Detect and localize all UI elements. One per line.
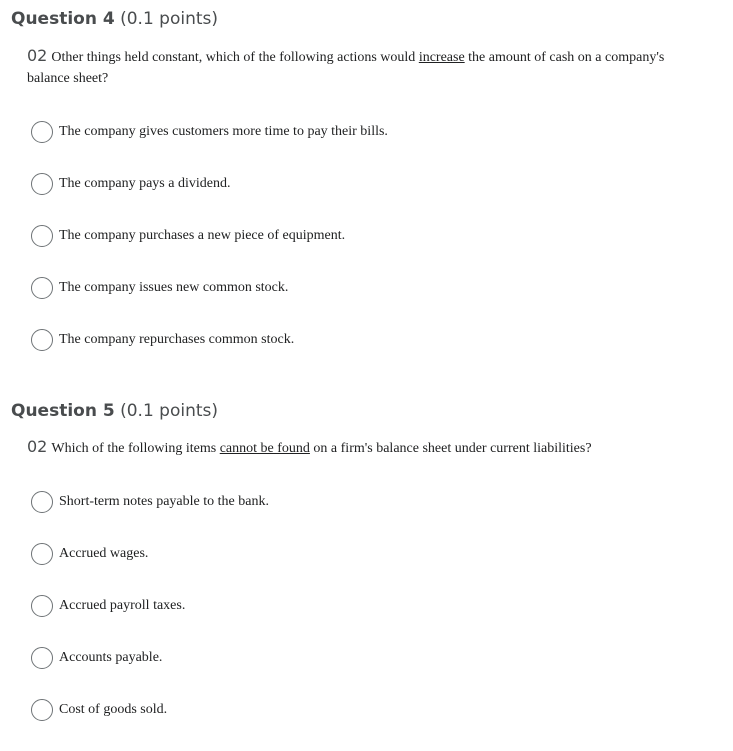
question-points: (0.1 points) — [120, 401, 219, 421]
answer-option-label: The company pays a dividend. — [59, 176, 231, 191]
answer-option[interactable] — [31, 490, 269, 514]
radio-button[interactable] — [31, 329, 53, 351]
question-title — [11, 400, 218, 422]
answer-option[interactable] — [31, 646, 162, 670]
answer-option[interactable] — [31, 698, 167, 722]
answer-option[interactable] — [31, 276, 288, 300]
answer-option-label: The company purchases a new piece of equipment. — [59, 228, 346, 243]
prompt-text-after: on a firm's balance sheet under current liabilities? — [309, 441, 592, 456]
answer-option[interactable] — [31, 224, 345, 248]
question-prompt — [27, 45, 707, 89]
answer-option[interactable] — [31, 120, 388, 144]
prompt-text-before: Other things held constant, which of the following actions would — [51, 50, 419, 65]
answer-option[interactable] — [31, 328, 294, 352]
prompt-text-before: Which of the following items — [51, 441, 220, 456]
answer-option-label: Accrued payroll taxes. — [59, 598, 186, 613]
radio-button[interactable] — [31, 491, 53, 513]
radio-button[interactable] — [31, 699, 53, 721]
answer-option-label: The company issues new common stock. — [59, 280, 289, 295]
prompt-emphasis: increase — [418, 50, 465, 65]
prompt-text-after: the amount of cash on a company's balance sheet? — [27, 50, 665, 86]
radio-button[interactable] — [31, 647, 53, 669]
question-label: Question 5 — [11, 401, 115, 421]
answer-option-label: The company repurchases common stock. — [59, 332, 295, 347]
answer-option-label: The company gives customers more time to pay their bills. — [59, 124, 388, 139]
prompt-emphasis: cannot be found — [219, 441, 310, 456]
question-points: (0.1 points) — [120, 9, 219, 29]
question-label: Question 4 — [11, 9, 115, 29]
answer-option[interactable] — [31, 594, 185, 618]
radio-button[interactable] — [31, 595, 53, 617]
answer-option[interactable] — [31, 172, 230, 196]
answer-option-label: Accounts payable. — [59, 650, 163, 665]
answer-option-label: Accrued wages. — [59, 546, 149, 561]
question-number: 02 — [27, 437, 48, 456]
radio-button[interactable] — [31, 173, 53, 195]
radio-button[interactable] — [31, 277, 53, 299]
question-prompt — [27, 436, 707, 459]
radio-button[interactable] — [31, 543, 53, 565]
question-number: 02 — [27, 46, 48, 65]
question-title — [11, 8, 218, 30]
radio-button[interactable] — [31, 121, 53, 143]
radio-button[interactable] — [31, 225, 53, 247]
answer-option-label: Short-term notes payable to the bank. — [59, 494, 269, 509]
answer-option-label: Cost of goods sold. — [59, 702, 168, 717]
answer-option[interactable] — [31, 542, 148, 566]
